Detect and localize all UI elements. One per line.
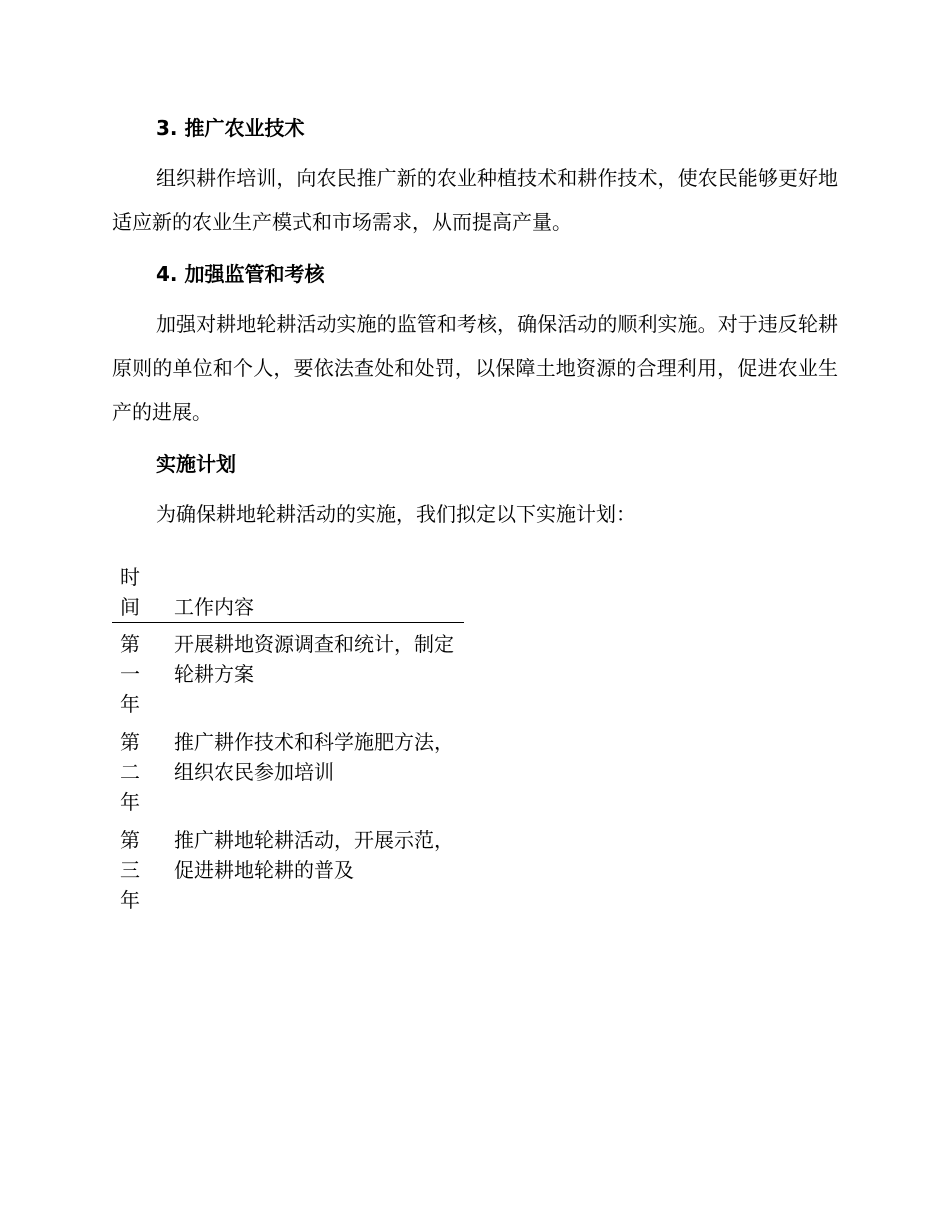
document-page bbox=[112, 112, 838, 917]
section-paragraph-plan: 为确保耕地轮耕活动的实施，我们拟定以下实施计划： bbox=[156, 502, 636, 526]
plan-row-time: 第一年 bbox=[120, 632, 140, 716]
table-row bbox=[112, 721, 464, 819]
plan-table-header-content: 工作内容 bbox=[174, 562, 464, 623]
plan-table bbox=[112, 562, 464, 917]
section-heading-plan: 实施计划 bbox=[156, 452, 236, 476]
plan-row-content: 推广耕作技术和科学施肥方法，组织农民参加培训 bbox=[174, 730, 454, 784]
plan-table-header-row bbox=[112, 562, 464, 623]
plan-table-header-time: 时间 bbox=[112, 562, 174, 623]
section-heading-supervise: 4. 加强监管和考核 bbox=[156, 262, 325, 286]
plan-row-time: 第三年 bbox=[120, 828, 140, 912]
section-paragraph-supervise: 加强对耕地轮耕活动实施的监管和考核，确保活动的顺利实施。对于违反轮耕原则的单位和个人，要依法查处和处罚，以保障土地资源的合理利用，促进农业生产的进展。 bbox=[112, 312, 838, 424]
table-row bbox=[112, 819, 464, 917]
plan-row-time: 第二年 bbox=[120, 730, 140, 814]
section-heading-tech: 3. 推广农业技术 bbox=[156, 116, 305, 140]
plan-row-content: 开展耕地资源调查和统计，制定轮耕方案 bbox=[174, 632, 454, 686]
table-row bbox=[112, 623, 464, 722]
plan-row-content: 推广耕地轮耕活动，开展示范，促进耕地轮耕的普及 bbox=[174, 828, 454, 882]
section-paragraph-tech: 组织耕作培训，向农民推广新的农业种植技术和耕作技术，使农民能够更好地适应新的农业生产模式和市场需求，从而提高产量。 bbox=[112, 166, 838, 234]
